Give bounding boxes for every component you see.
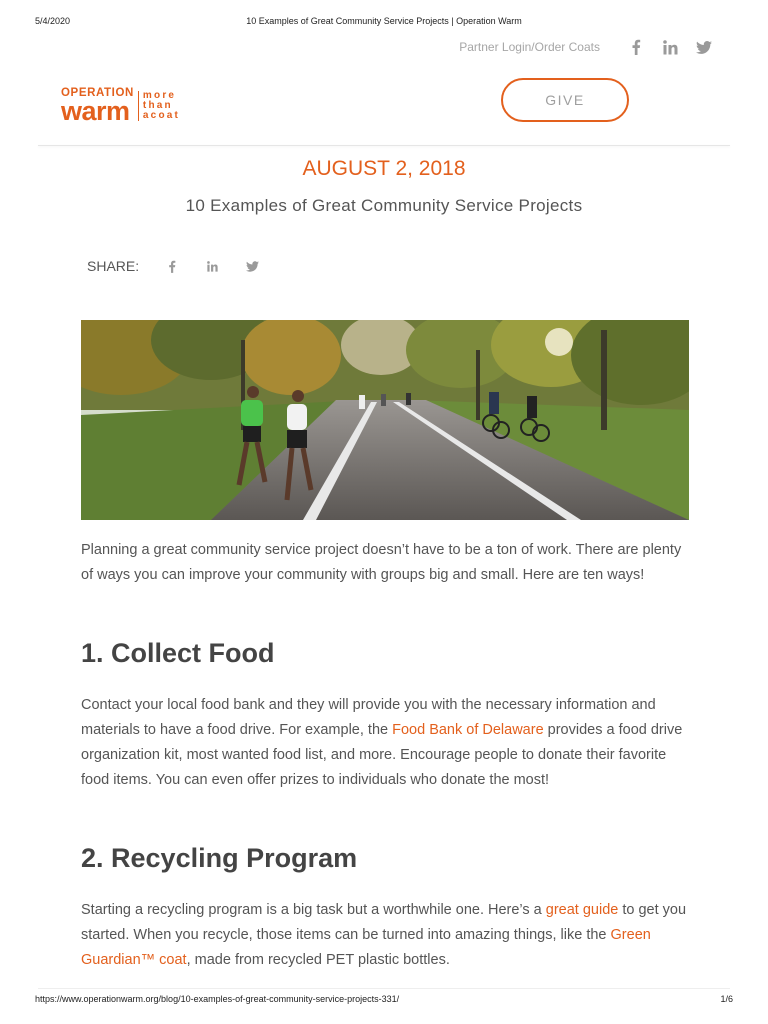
give-button[interactable]: GIVE xyxy=(501,78,629,122)
section-paragraph-collect-food xyxy=(81,693,691,793)
section-paragraph-recycling-program xyxy=(81,898,691,973)
intro-paragraph: Planning a great community service project doesn’t have to be a ton of work. There are plenty of ways you can improve your community with groups big and small. Here are ten ways! xyxy=(81,542,682,583)
great-guide-link[interactable]: great guide xyxy=(545,902,619,918)
hero-image xyxy=(81,320,689,520)
print-date: 5/4/2020 xyxy=(35,16,71,26)
share-bar xyxy=(87,258,259,274)
print-header xyxy=(0,16,768,30)
section-heading-recycling-program: 2. Recycling Program xyxy=(81,843,358,873)
logo-tag-more: more xyxy=(142,90,177,102)
share-twitter-icon[interactable] xyxy=(245,259,259,273)
twitter-icon[interactable] xyxy=(696,39,712,55)
logo-wordmark xyxy=(61,88,134,125)
linkedin-icon[interactable] xyxy=(662,39,678,55)
recycling-text-b: to get you started. When you recycle, those items can be turned into amazing things, like the xyxy=(81,902,687,943)
footer-divider xyxy=(38,988,730,989)
food-bank-of-delaware-link[interactable]: Food Bank of Delaware xyxy=(392,722,544,738)
share-facebook-icon[interactable] xyxy=(165,259,179,273)
logo-tagline xyxy=(143,91,180,121)
section-heading-collect-food: 1. Collect Food xyxy=(81,638,275,668)
share-linkedin-icon[interactable] xyxy=(205,259,219,273)
facebook-icon[interactable] xyxy=(628,39,644,55)
recycling-text-a: Starting a recycling program is a big task but a worthwhile one. Here’s a xyxy=(81,902,546,918)
logo-line-warm: warm xyxy=(61,95,130,126)
collect-food-text-b: provides a food drive organization kit, most wanted food list, and more. Encourage people to donate their favorite food items. You can even offer prizes to individuals who donate the most! xyxy=(81,722,683,788)
recycling-text-c: , made from recycled PET plastic bottles. xyxy=(186,952,450,968)
logo-tag-than: than xyxy=(142,100,173,112)
post-title: 10 Examples of Great Community Service Projects xyxy=(185,196,583,215)
share-label: SHARE: xyxy=(87,258,140,274)
print-title: 10 Examples of Great Community Service Projects | Operation Warm xyxy=(246,16,522,26)
print-footer xyxy=(0,994,768,1008)
logo-tag-acoat: acoat xyxy=(142,110,181,122)
top-bar xyxy=(459,36,712,58)
partner-login-link[interactable]: Partner Login/Order Coats xyxy=(459,40,600,54)
logo-line-operation: OPERATION xyxy=(61,87,134,99)
operation-warm-logo[interactable] xyxy=(61,88,180,125)
collect-food-text-a: Contact your local food bank and they will provide you with the necessary information and materials to have a food drive. For example, the xyxy=(81,697,656,738)
header-divider xyxy=(38,145,730,146)
logo-divider xyxy=(138,91,139,121)
print-url: https://www.operationwarm.org/blog/10-examples-of-great-community-service-projects-331/ xyxy=(35,994,400,1004)
park-road-illustration xyxy=(81,320,689,520)
green-guardian-coat-link[interactable]: Green Guardian™ coat xyxy=(81,927,651,968)
print-page-number: 1/6 xyxy=(720,994,733,1004)
post-date: AUGUST 2, 2018 xyxy=(302,157,466,180)
